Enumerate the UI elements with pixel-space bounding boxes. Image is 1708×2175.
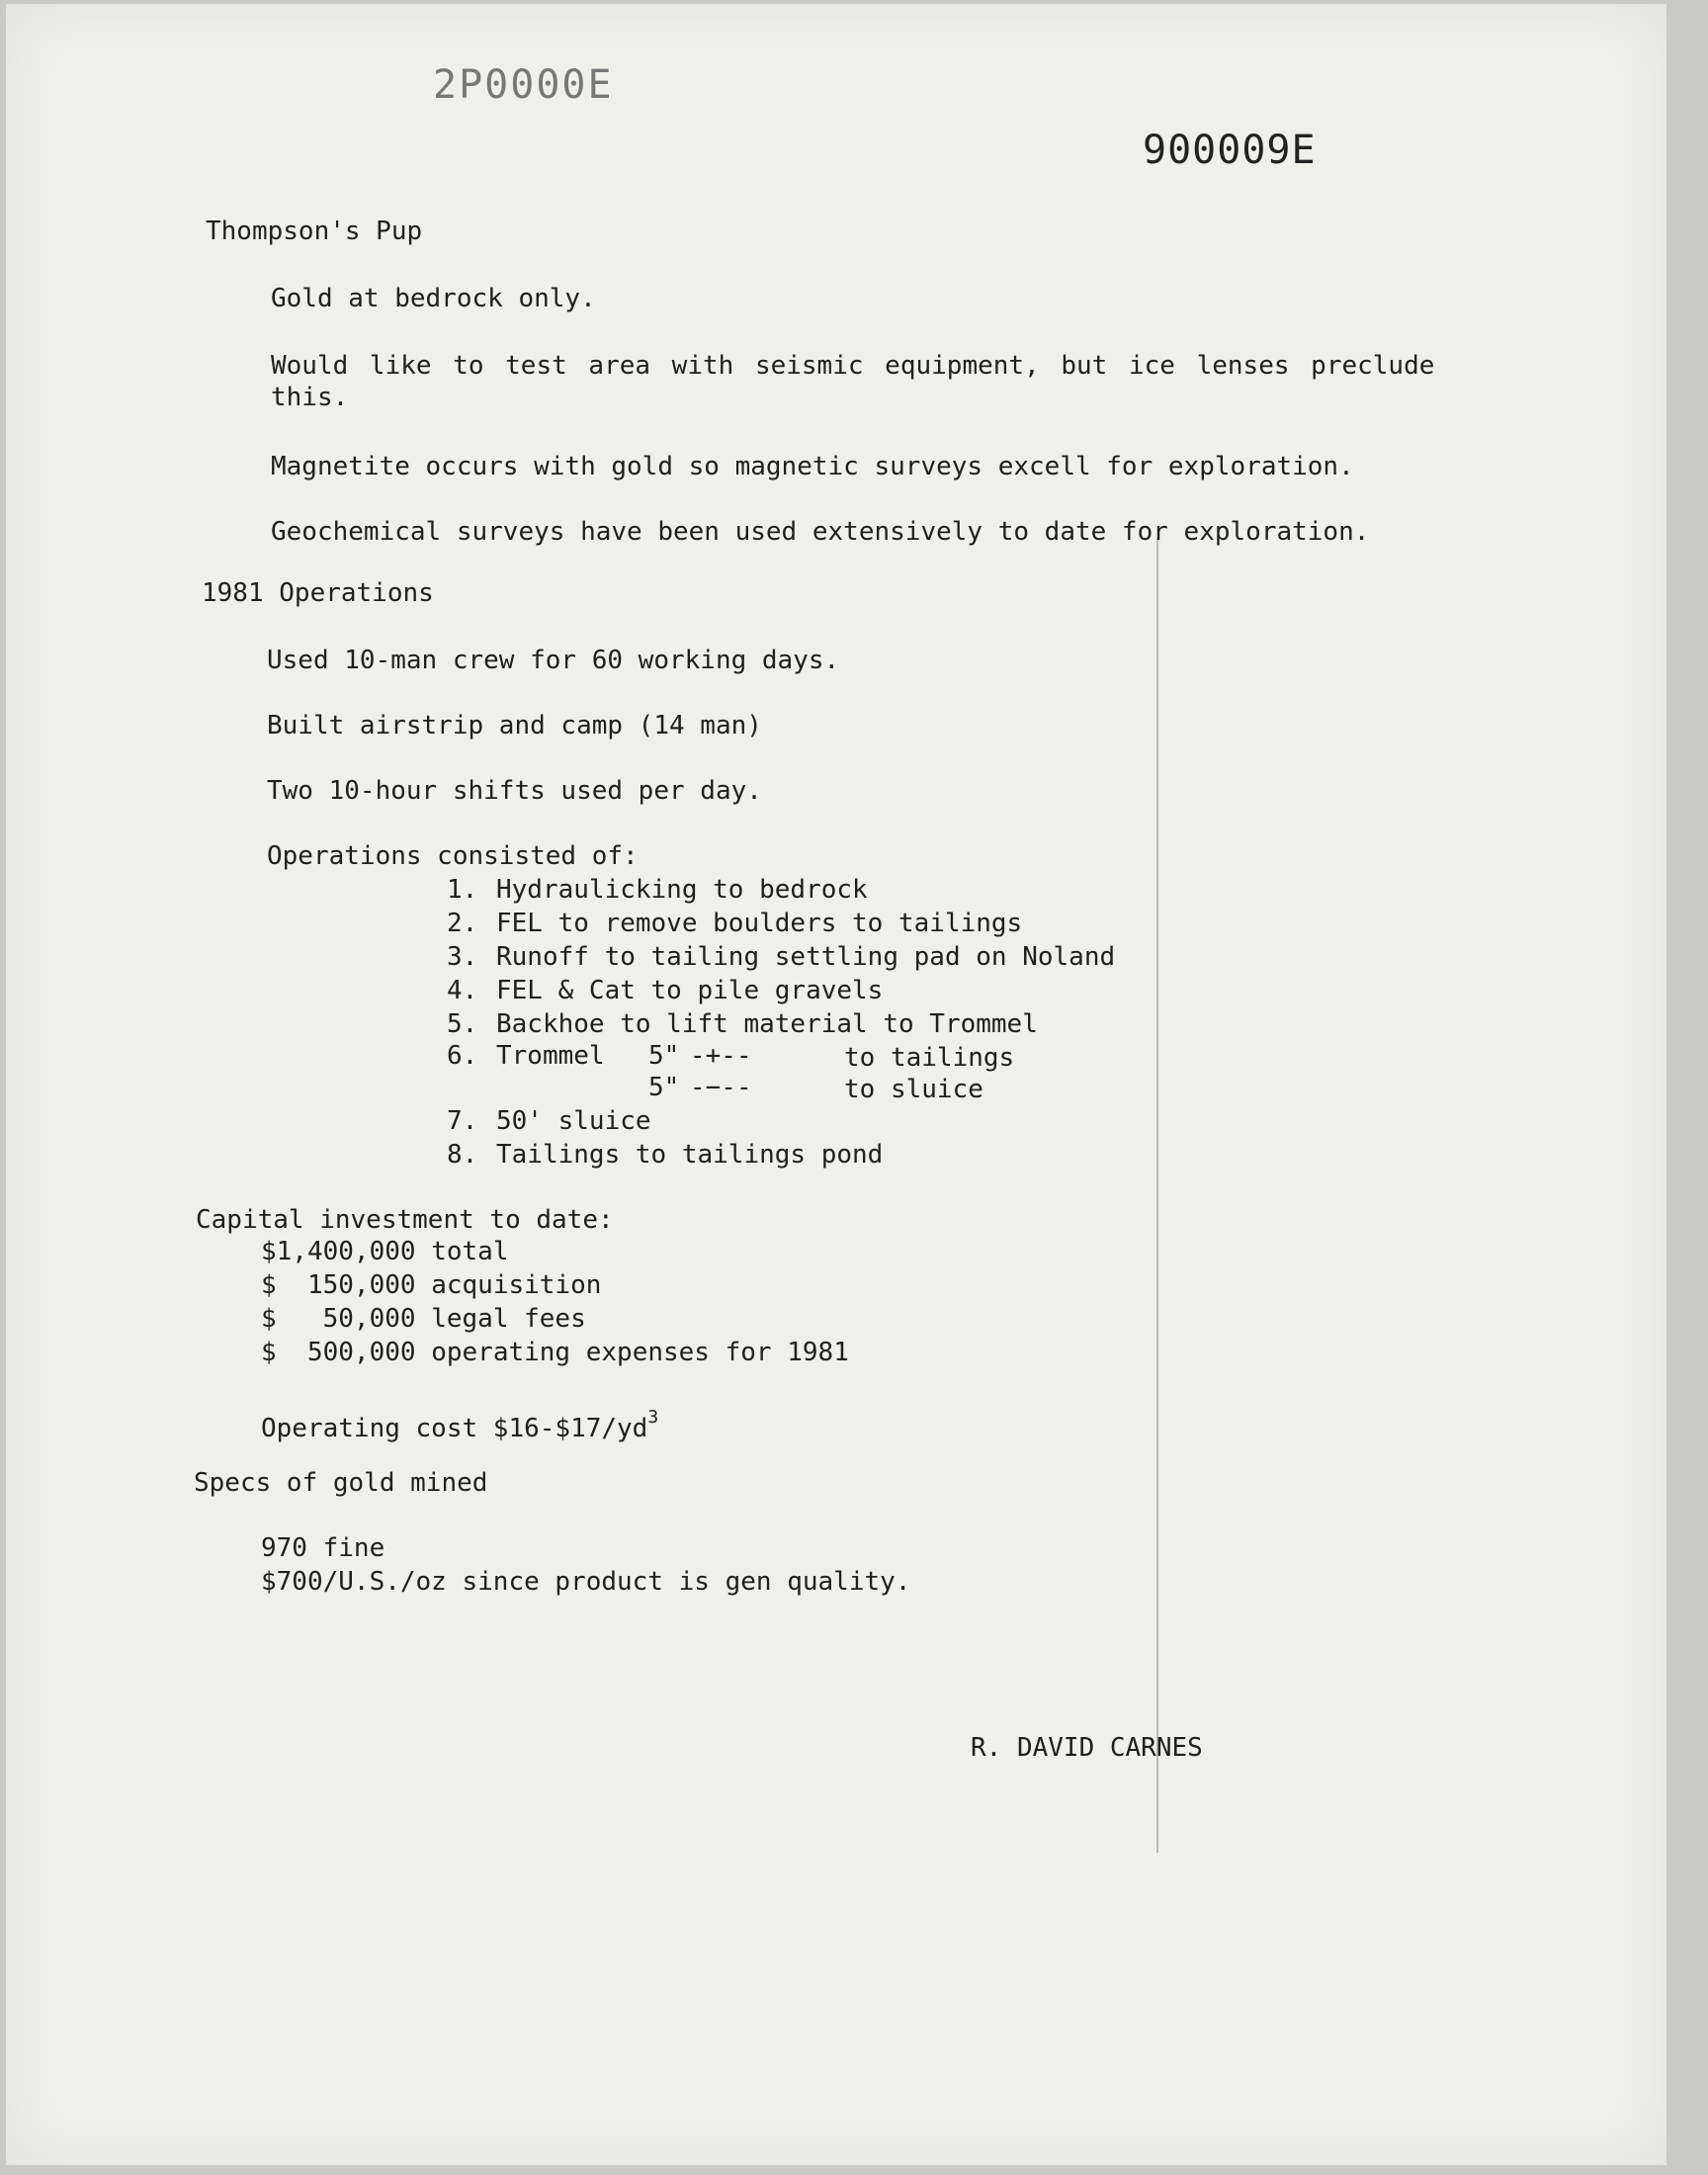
list-item xyxy=(447,941,1115,973)
list-item-text: Backhoe to lift material to Trommel xyxy=(496,1009,1038,1039)
list-item xyxy=(447,874,868,906)
capital-description: legal fees xyxy=(431,1304,586,1334)
text-line: this. xyxy=(271,383,349,412)
section-heading-thompsons-pup: Thompson's Pup xyxy=(206,217,423,246)
text-line: Used 10-man crew for 60 working days. xyxy=(267,646,840,675)
text-line: Would like to test area with seismic equipment, but ice lenses preclude xyxy=(271,351,1435,381)
text-line: Magnetite occurs with gold so magnetic surveys excell for exploration. xyxy=(271,452,1354,481)
capital-row xyxy=(261,1269,601,1301)
capital-row xyxy=(261,1236,508,1267)
list-item-number: 6. xyxy=(447,1041,478,1071)
trommel-destination-sluice: to sluice xyxy=(844,1075,983,1104)
trommel-label: Trommel xyxy=(496,1041,605,1071)
text-line: Geochemical surveys have been used extensively to date for exploration. xyxy=(271,517,1370,547)
list-item-text: FEL & Cat to pile gravels xyxy=(496,976,884,1005)
list-item-number: 4. xyxy=(447,976,478,1005)
list-item xyxy=(447,1008,1038,1040)
trommel-destination-tailings: to tailings xyxy=(844,1043,1015,1073)
trommel-dash-oversize: -+-- xyxy=(690,1041,752,1071)
list-item-number: 7. xyxy=(447,1106,478,1136)
capital-description: acquisition xyxy=(431,1270,602,1300)
operating-cost xyxy=(261,1402,658,1444)
text-line: $700/U.S./oz since product is gen quality. xyxy=(261,1567,911,1597)
list-item xyxy=(447,975,883,1006)
fold-line xyxy=(1156,538,1158,1853)
stamp-number-left: 2P0000E xyxy=(433,62,614,108)
trommel-size-oversize: 5" xyxy=(648,1041,680,1071)
list-item-number: 2. xyxy=(447,909,478,938)
list-item-text: Runoff to tailing settling pad on Noland xyxy=(496,942,1116,972)
operating-cost-text: Operating cost $16-$17/yd xyxy=(261,1414,648,1443)
list-item-text: 50' sluice xyxy=(496,1106,651,1136)
section-heading-capital-investment: Capital investment to date: xyxy=(196,1205,614,1235)
list-item xyxy=(447,1139,883,1171)
text-line: Built airstrip and camp (14 man) xyxy=(267,711,762,740)
capital-description: total xyxy=(431,1237,509,1266)
text-line: 970 fine xyxy=(261,1533,385,1563)
list-item-text: Tailings to tailings pond xyxy=(496,1140,884,1170)
document-page xyxy=(6,4,1666,2165)
text-line: Two 10-hour shifts used per day. xyxy=(267,776,762,806)
capital-row xyxy=(261,1303,586,1335)
operations-consisted-label: Operations consisted of: xyxy=(267,841,639,871)
text-line: Gold at bedrock only. xyxy=(271,284,596,313)
trommel-dash-undersize: -−-- xyxy=(690,1073,752,1102)
list-item-number: 1. xyxy=(447,875,478,905)
operating-cost-superscript: 3 xyxy=(647,1407,659,1428)
section-heading-specs: Specs of gold mined xyxy=(194,1468,488,1498)
list-item xyxy=(447,908,1022,939)
list-item-text: Hydraulicking to bedrock xyxy=(496,875,868,905)
list-item-text: FEL to remove boulders to tailings xyxy=(496,909,1023,938)
list-item-number: 3. xyxy=(447,942,478,972)
section-heading-1981-operations: 1981 Operations xyxy=(202,578,434,608)
capital-row xyxy=(261,1337,849,1368)
stamp-number-right: 900009E xyxy=(1143,128,1317,173)
capital-amount: $ 50,000 xyxy=(261,1304,416,1334)
list-item-number: 8. xyxy=(447,1140,478,1170)
capital-description: operating expenses for 1981 xyxy=(431,1338,849,1367)
list-item-number: 5. xyxy=(447,1009,478,1039)
trommel-size-undersize: 5" xyxy=(648,1073,680,1102)
author-name: R. DAVID CARNES xyxy=(971,1733,1203,1763)
list-item xyxy=(447,1105,651,1137)
capital-amount: $1,400,000 xyxy=(261,1237,416,1266)
capital-amount: $ 500,000 xyxy=(261,1338,416,1367)
capital-amount: $ 150,000 xyxy=(261,1270,416,1300)
